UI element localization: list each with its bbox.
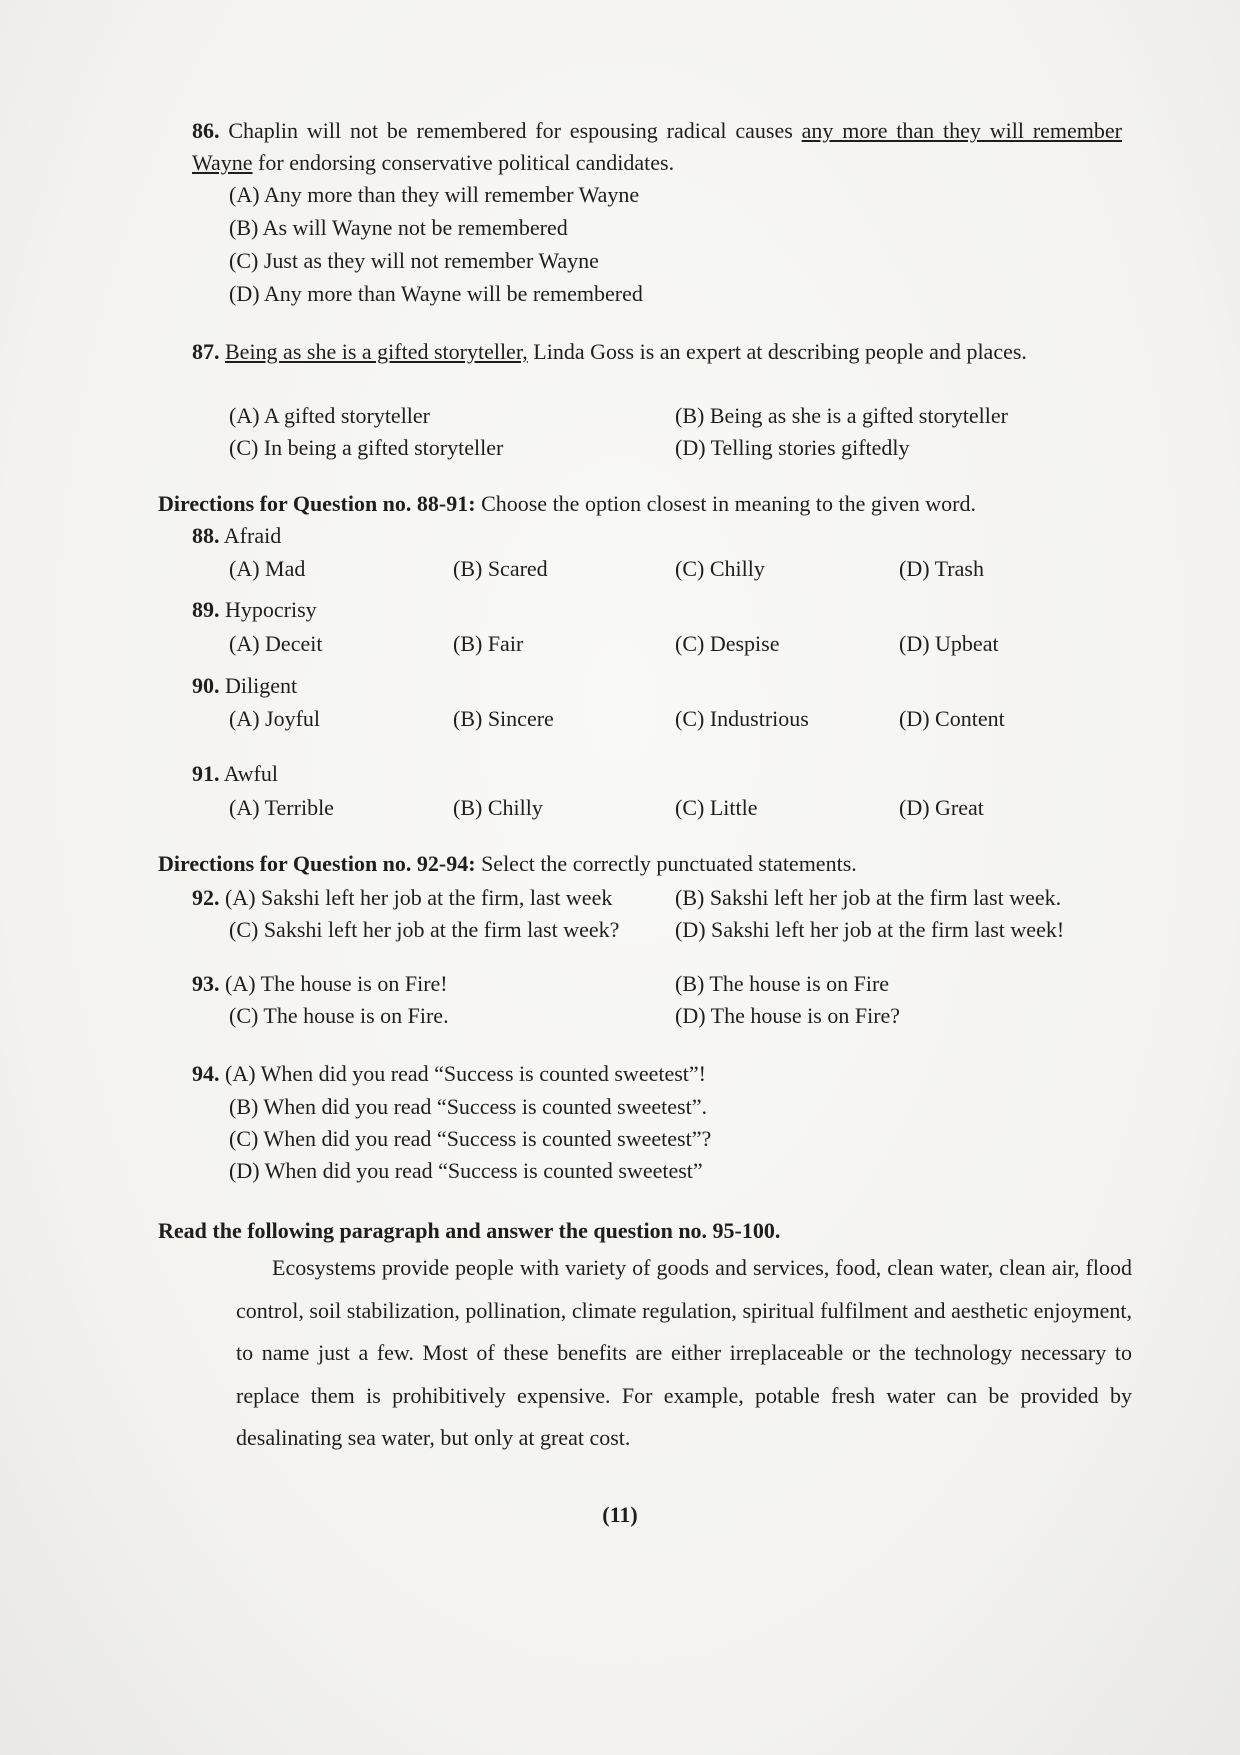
option-a: (A) Sakshi left her job at the firm, last week bbox=[225, 885, 613, 910]
underlined-phrase: Being as she is a gifted storyteller, bbox=[225, 339, 528, 364]
directions-text: Select the correctly punctuated statements. bbox=[481, 851, 857, 876]
passage-paragraph bbox=[236, 1247, 1132, 1460]
question-87 bbox=[192, 336, 1122, 368]
option-d: (D) Upbeat bbox=[899, 631, 999, 656]
passage-text: Ecosystems provide people with variety of goods and services, food, clean water, clean air, flood control, soil stabilization, pollination, climate regulation, spiritual fulfilment and aesthetic enjoyment, to name just a few. Most of these benefits are either irreplaceable or the technology necessary to replace them is prohibitively expensive. For example, potable fresh water can be provided by desalinating sea water, but only at great cost. bbox=[236, 1255, 1132, 1450]
question-number: 87. bbox=[192, 339, 220, 364]
question-89 bbox=[192, 594, 317, 626]
question-text: Linda Goss is an expert at describing people and places. bbox=[533, 339, 1027, 364]
option-d: (D) When did you read “Success is counted sweetest” bbox=[229, 1158, 703, 1183]
directions-92-94 bbox=[158, 848, 857, 880]
option-a: (A) Deceit bbox=[229, 631, 323, 656]
option-c: (C) In being a gifted storyteller bbox=[229, 435, 504, 460]
option-c: (C) Little bbox=[675, 795, 758, 820]
option-b: (B) The house is on Fire bbox=[675, 971, 890, 996]
option-d: (D) Content bbox=[899, 706, 1005, 731]
passage-heading-text: Read the following paragraph and answer the question no. 95-100. bbox=[158, 1218, 781, 1243]
option-a: (A) When did you read “Success is counted sweetest”! bbox=[225, 1061, 706, 1086]
question-number: 92. bbox=[192, 885, 220, 910]
question-88 bbox=[192, 520, 281, 552]
passage-heading bbox=[158, 1215, 780, 1247]
option-d: (D) Great bbox=[899, 795, 984, 820]
option-a: (A) Terrible bbox=[229, 795, 334, 820]
question-text: for endorsing conservative political candidates. bbox=[258, 150, 675, 175]
option-c: (C) Industrious bbox=[675, 706, 809, 731]
option-a: (A) Joyful bbox=[229, 706, 321, 731]
question-word: Afraid bbox=[223, 523, 282, 548]
underlined-phrase: any more than they will remember Wayne bbox=[192, 118, 1123, 175]
question-text: Chaplin will not be remembered for espousing radical causes bbox=[228, 118, 793, 143]
question-word: Hypocrisy bbox=[225, 597, 317, 622]
option-c: (C) The house is on Fire. bbox=[229, 1003, 449, 1028]
page-number: (11) bbox=[602, 1502, 638, 1527]
question-word: Diligent bbox=[225, 673, 298, 698]
option-d: (D) Sakshi left her job at the firm last week! bbox=[675, 917, 1065, 942]
question-number: 93. bbox=[192, 971, 220, 996]
option-b: (B) Being as she is a gifted storyteller bbox=[675, 403, 1008, 428]
option-c: (C) When did you read “Success is counted sweetest”? bbox=[229, 1126, 712, 1151]
directions-label: Directions for Question no. 88-91: bbox=[158, 491, 476, 516]
option-b: (B) As will Wayne not be remembered bbox=[229, 215, 568, 240]
question-86 bbox=[192, 115, 1122, 179]
option-b: (B) Sincere bbox=[453, 706, 554, 731]
question-93 bbox=[192, 968, 448, 1000]
question-94 bbox=[192, 1058, 706, 1090]
question-number: 89. bbox=[192, 597, 220, 622]
question-number: 86. bbox=[192, 118, 220, 143]
option-c: (C) Despise bbox=[675, 631, 780, 656]
option-b: (B) Fair bbox=[453, 631, 524, 656]
option-a: (A) Mad bbox=[229, 556, 306, 581]
question-91 bbox=[192, 758, 278, 790]
question-92 bbox=[192, 882, 612, 914]
option-a: (A) The house is on Fire! bbox=[225, 971, 448, 996]
question-word: Awful bbox=[223, 761, 278, 786]
directions-label: Directions for Question no. 92-94: bbox=[158, 851, 476, 876]
option-b: (B) Sakshi left her job at the firm last week. bbox=[675, 885, 1062, 910]
option-d: (D) The house is on Fire? bbox=[675, 1003, 901, 1028]
question-number: 88. bbox=[192, 523, 220, 548]
option-a: (A) Any more than they will remember Wayne bbox=[229, 182, 640, 207]
option-b: (B) Chilly bbox=[453, 795, 543, 820]
option-c: (C) Chilly bbox=[675, 556, 765, 581]
directions-88-91 bbox=[158, 488, 976, 520]
option-d: (D) Telling stories giftedly bbox=[675, 435, 910, 460]
directions-text: Choose the option closest in meaning to the given word. bbox=[481, 491, 976, 516]
question-number: 94. bbox=[192, 1061, 220, 1086]
option-d: (D) Any more than Wayne will be remembered bbox=[229, 281, 643, 306]
option-a: (A) A gifted storyteller bbox=[229, 403, 431, 428]
option-d: (D) Trash bbox=[899, 556, 984, 581]
option-c: (C) Just as they will not remember Wayne bbox=[229, 248, 599, 273]
question-number: 91. bbox=[192, 761, 220, 786]
question-90 bbox=[192, 670, 297, 702]
option-b: (B) When did you read “Success is counted sweetest”. bbox=[229, 1094, 707, 1119]
option-b: (B) Scared bbox=[453, 556, 548, 581]
question-number: 90. bbox=[192, 673, 220, 698]
option-c: (C) Sakshi left her job at the firm last week? bbox=[229, 917, 620, 942]
